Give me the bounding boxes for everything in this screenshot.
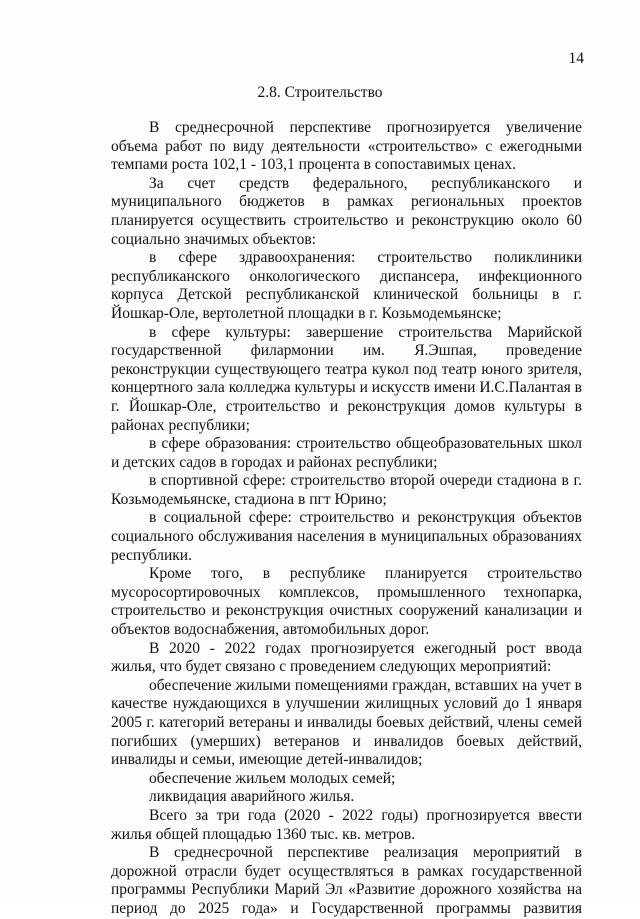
section-heading: 2.8. Строительство	[257, 84, 383, 101]
paragraph: В среднесрочной перспективе прогнозируется увеличение объема работ по виду деятельности «строительство» с ежегодными темпами роста 102,1 - 103,1 процента в сопоставимых ценах.	[111, 119, 582, 174]
page-number: 14	[568, 50, 584, 67]
paragraph: В 2020 - 2022 годах прогнозируется ежегодный рост ввода жилья, что будет связано с проведением следующих мероприятий:	[111, 639, 582, 676]
paragraph: Кроме того, в республике планируется строительство мусоросортировочных комплексов, промышленного технопарка, строительство и реконструкция очистных сооружений канализации и объектов водоснабжения, автомобильных дорог.	[111, 565, 582, 639]
paragraph: За счет средств федерального, республиканского и муниципального бюджетов в рамках региональных проектов планируется осуществить строительство и реконструкцию около 60 социально значимых объектов:	[111, 174, 582, 248]
paragraph: ликвидация аварийного жилья.	[149, 788, 355, 806]
paragraph: В среднесрочной перспективе реализация мероприятий в дорожной отрасли будет осуществляться в рамках государственной программы Республики Марий Эл «Развитие дорожного хозяйства на период до 2025 года» и Государственной программы развития	[111, 844, 582, 917]
paragraph: Всего за три года (2020 - 2022 годы) прогнозируется ввести жилья общей площадью 1360 тыс. кв. метров.	[111, 806, 582, 843]
paragraph: в сфере культуры: завершение строительства Марийской государственной филармонии им. Я.Эшпая, проведение реконструкции существующего театра кукол под театр юного зрителя, концертного зала колледжа культуры и искусств имени И.С.Палантая в г. Йошкар-Оле, строительство и реконструкция домов культуры в районах республики;	[111, 323, 582, 434]
paragraph: обеспечение жилыми помещениями граждан, вставших на учет в качестве нуждающихся в улучшении жилищных условий до 1 января 2005 г. категорий ветераны и инвалиды боевых действий, члены семей погибших (умерших) ветеранов и инвалидов боевых действий, инвалиды и семьи, имеющие детей-инвалидов;	[111, 676, 582, 769]
body-text	[111, 119, 582, 919]
paragraph: в сфере образования: строительство общеобразовательных школ и детских садов в городах и районах республики;	[111, 435, 582, 471]
paragraph: в сфере здравоохранения: строительство поликлиники республиканского онкологического диспансера, инфекционного корпуса Детской республиканской клинической больницы в г. Йошкар-Оле, вертолетной площадки в г. Козьмодемьянске;	[111, 249, 582, 322]
paragraph: обеспечение жильем молодых семей;	[149, 769, 396, 787]
paragraph: в спортивной сфере: строительство второй очереди стадиона в г. Козьмодемьянске, стадиона в пгт Юрино;	[111, 472, 582, 508]
paragraph: в социальной сфере: строительство и реконструкция объектов социального обслуживания населения в муниципальных образованиях республики.	[111, 509, 582, 564]
